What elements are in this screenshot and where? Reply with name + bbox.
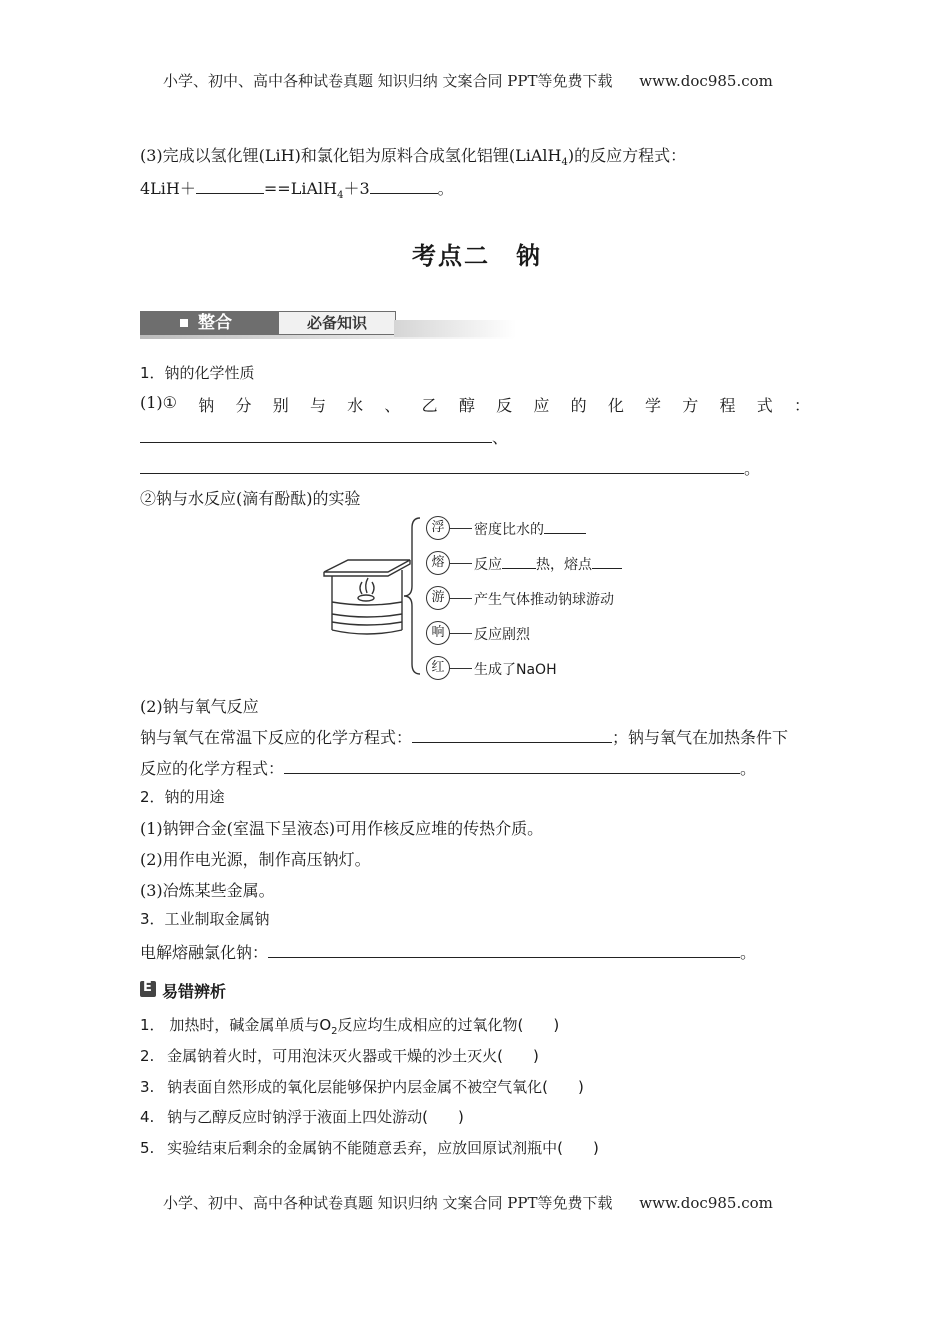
- s3-line: [140, 940, 756, 963]
- connector: [450, 563, 472, 564]
- mistake-close: ): [577, 1078, 584, 1096]
- intro-question: [140, 143, 686, 168]
- q2-text-b: ；钠与氧气在加热条件下: [612, 728, 789, 747]
- q2-blank-2[interactable]: [284, 759, 740, 774]
- q1-char: 钠: [198, 396, 215, 415]
- s2-item: (1)钠钾合金(室温下呈液态)可用作核反应堆的传热介质。: [140, 819, 544, 838]
- fig-item-red: 生成了NaOH: [474, 662, 557, 678]
- fig-item-sound: 反应剧烈: [474, 627, 530, 643]
- q1-char: 程: [719, 396, 736, 415]
- mistake-item: [140, 1076, 584, 1097]
- q2-text-c: 反应的化学方程式：: [140, 759, 285, 778]
- q2-text-a: 钠与氧气在常温下反应的化学方程式：: [140, 728, 413, 747]
- connector: [450, 668, 472, 669]
- mistake-close: ): [532, 1047, 539, 1065]
- blank-2[interactable]: [370, 179, 438, 194]
- brace-icon: [400, 514, 424, 678]
- mistake-text: 钠表面自然形成的氧化层能够保护内层金属不被空气氧化(: [167, 1078, 548, 1096]
- mistake-text: 金属钠着火时，可用泡沫灭火器或干燥的沙土灭火(: [167, 1047, 503, 1065]
- mistakes-title: 易错辨析: [162, 982, 227, 1001]
- q2-line-2: [140, 756, 756, 779]
- mistake-item: [140, 1137, 599, 1158]
- banner-dark: [140, 311, 278, 335]
- fig-item-text: 密度比水的: [474, 522, 544, 538]
- q2-blank-1[interactable]: [412, 728, 612, 743]
- s1-q1-line: [140, 393, 810, 416]
- mistake-item: [140, 1045, 539, 1066]
- q2-line-1: [140, 725, 788, 748]
- intro-q3-sub: 4: [561, 157, 568, 169]
- q1-char: (1)①: [140, 393, 178, 412]
- q1-char: 水: [347, 396, 364, 415]
- s2-heading: 2．钠的用途: [140, 788, 225, 806]
- eq-part-b: ==LiAlH: [263, 179, 338, 198]
- fig-item-text: 热，熔点: [536, 557, 592, 573]
- mistake-item: [140, 1014, 559, 1037]
- circle-red-icon: 红: [426, 656, 450, 680]
- q1-char: ：: [793, 396, 810, 415]
- mistake-text: 实验结束后剩余的金属钠不能随意丢弃，应放回原试剂瓶中(: [167, 1139, 563, 1157]
- mistake-item: [140, 1106, 464, 1127]
- fig-item-melt: [474, 554, 622, 574]
- intro-q3-end: )的反应方程式：: [567, 146, 687, 165]
- section-title: 考点二 钠: [412, 242, 542, 270]
- q1-blank-2[interactable]: [140, 459, 744, 474]
- q1-char: 应: [533, 396, 550, 415]
- s1-heading: 1．钠的化学性质: [140, 364, 255, 382]
- banner-square-icon: [180, 319, 188, 327]
- q1-char: 式: [756, 396, 773, 415]
- mistake-sub: 2: [331, 1026, 338, 1037]
- q1-char: 方: [682, 396, 699, 415]
- s3-text: 电解熔融氯化钠：: [140, 943, 269, 962]
- connector: [450, 598, 472, 599]
- mistake-close: ): [592, 1139, 599, 1157]
- q2-title: (2)钠与氧气反应: [140, 697, 259, 716]
- beaker-bottom: [332, 630, 402, 634]
- vapor-1: [360, 582, 362, 594]
- intro-q3-text: (3)完成以氢化锂(LiH)和氯化铝为原料合成氢化铝锂(LiAlH: [140, 146, 562, 165]
- circle-melt-icon: 熔: [426, 551, 450, 575]
- s3-end: 。: [740, 943, 757, 962]
- q2-end: 。: [740, 759, 757, 778]
- glass-plate: [324, 560, 410, 572]
- q1-comma: 、: [492, 428, 509, 447]
- page-footer: [163, 1192, 773, 1213]
- q1-char: 与: [309, 396, 326, 415]
- mistake-text: 加热时，碱金属单质与O: [169, 1016, 332, 1034]
- water-surface: [332, 602, 402, 605]
- q1-blank-line-2: [140, 456, 760, 479]
- eq-part-c: ＋3: [343, 179, 370, 198]
- mistake-number: 4.: [140, 1108, 155, 1126]
- mistake-close: ): [457, 1108, 464, 1126]
- fig-item-move: 产生气体推动钠球游动: [474, 592, 614, 608]
- banner-fade: [394, 320, 516, 337]
- fig-blank[interactable]: [544, 521, 586, 534]
- q1-blank-1[interactable]: [140, 428, 492, 443]
- connector: [450, 633, 472, 634]
- mistake-number: 3.: [140, 1078, 155, 1096]
- q1-char: 化: [607, 396, 624, 415]
- fig-item-text: 反应: [474, 557, 502, 573]
- s2-item: (2)用作电光源，制作高压钠灯。: [140, 850, 371, 869]
- q1-char: 学: [645, 396, 662, 415]
- q1-char: 乙: [421, 396, 438, 415]
- q1-char: 醇: [458, 396, 475, 415]
- s3-heading: 3．工业制取金属钠: [140, 910, 270, 928]
- q1-char: 反: [496, 396, 513, 415]
- mistake-number: 2.: [140, 1047, 155, 1065]
- q1-blank-line-1: [140, 425, 508, 448]
- intro-equation: [140, 176, 454, 201]
- connector: [450, 528, 472, 529]
- q1-char: 分: [235, 396, 252, 415]
- s3-blank[interactable]: [268, 943, 740, 958]
- mistake-text-b: 反应均生成相应的过氧化物(: [337, 1016, 524, 1034]
- fig-item-float: [474, 519, 586, 539]
- vapor-2: [366, 578, 368, 593]
- q1-char: 的: [570, 396, 587, 415]
- mistakes-icon-letter: E: [143, 980, 152, 995]
- page-header: [163, 70, 773, 91]
- q1-char: 、: [384, 396, 401, 415]
- circle-float-icon: 浮: [426, 516, 450, 540]
- fig-blank[interactable]: [592, 556, 622, 569]
- circle-move-icon: 游: [426, 586, 450, 610]
- vapor-3: [372, 582, 374, 594]
- mistake-number: 1．: [140, 1016, 165, 1034]
- s2-item: (3)冶炼某些金属。: [140, 881, 275, 900]
- eq-end: 。: [437, 179, 454, 198]
- eq-sub: 4: [337, 190, 344, 202]
- fig-blank[interactable]: [502, 556, 536, 569]
- mistake-text: 钠与乙醇反应时钠浮于液面上四处游动(: [167, 1108, 428, 1126]
- footer-site[interactable]: www.doc985.com: [639, 1194, 773, 1212]
- blank-1[interactable]: [196, 179, 264, 194]
- q1-char: 别: [272, 396, 289, 415]
- sodium-ball: [358, 595, 374, 601]
- header-text: 小学、初中、高中各种试卷真题 知识归纳 文案合同 PPT等免费下载: [163, 72, 613, 90]
- exp-title: ②钠与水反应(滴有酚酞)的实验: [140, 489, 361, 508]
- q1-period: 。: [744, 459, 761, 478]
- circle-sound-icon: 响: [426, 621, 450, 645]
- mistake-number: 5.: [140, 1139, 155, 1157]
- banner-dark-label: 整合: [198, 313, 232, 333]
- mistakes-icon: [140, 981, 156, 997]
- eq-part-a: 4LiH＋: [140, 179, 196, 198]
- header-site[interactable]: www.doc985.com: [639, 72, 773, 90]
- mistake-close: ): [553, 1016, 560, 1034]
- footer-text: 小学、初中、高中各种试卷真题 知识归纳 文案合同 PPT等免费下载: [163, 1194, 613, 1212]
- banner-light: 必备知识: [278, 311, 396, 335]
